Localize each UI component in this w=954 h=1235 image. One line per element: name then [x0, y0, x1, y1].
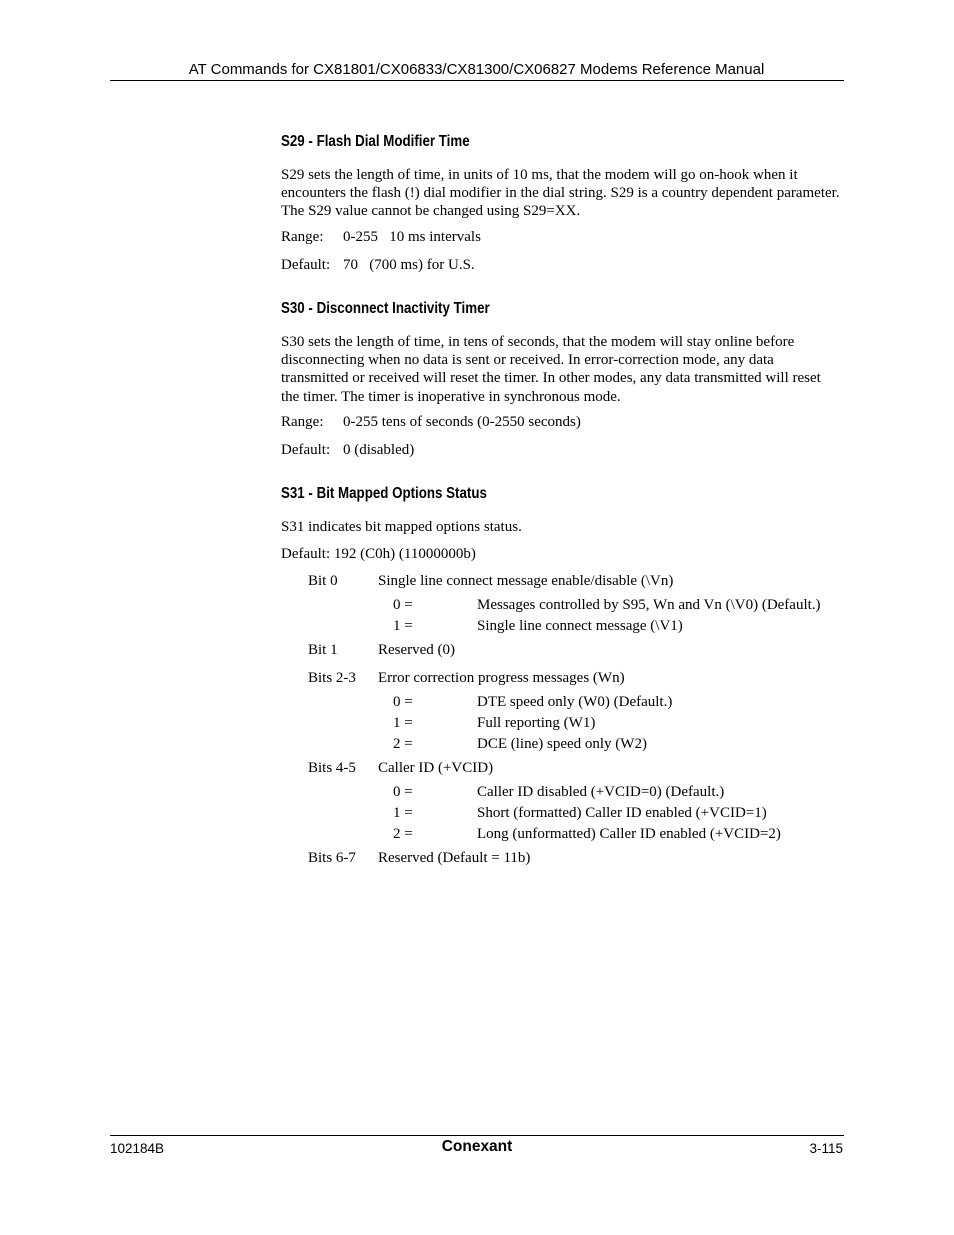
option-value: 0 = [393, 597, 413, 613]
option-value: 0 = [393, 784, 413, 800]
bit-description: Reserved (Default = 11b) [378, 850, 531, 866]
s30-range-label: Range: [281, 414, 324, 430]
bit-label: Bit 0 [308, 573, 338, 589]
option-description: Messages controlled by S95, Wn and Vn (\V0) (Default.) [477, 597, 821, 613]
option-value: 1 = [393, 805, 413, 821]
bit-label: Bit 1 [308, 642, 338, 658]
s30-default-label: Default: [281, 442, 331, 458]
document-number: 102184B [110, 1141, 165, 1156]
page-number: 3-115 [809, 1141, 843, 1156]
option-description: Single line connect message (\V1) [477, 618, 683, 634]
s29-default-label: Default: [281, 257, 331, 273]
option-description: Caller ID disabled (+VCID=0) (Default.) [477, 784, 725, 800]
option-description: Short (formatted) Caller ID enabled (+VCID=1) [477, 805, 767, 821]
bit-label: Bits 6-7 [308, 850, 356, 866]
s30-description: S30 sets the length of time, in tens of seconds, that the modem will stay online before disconnecting when no data is sent or received. In error-correction mode, any data transmitted or received will reset the timer. In other modes, any data transmitted will reset the timer. The timer is inoperative in synchronous mode. [281, 334, 821, 405]
s31-default-line: Default: 192 (C0h) (11000000b) [281, 546, 476, 562]
s30-default-value: 0 (disabled) [343, 442, 415, 458]
bit-description: Reserved (0) [378, 642, 456, 658]
option-description: DCE (line) speed only (W2) [477, 736, 647, 752]
option-value: 1 = [393, 618, 413, 634]
s29-range-label: Range: [281, 229, 324, 245]
option-value: 0 = [393, 694, 413, 710]
footer-rule [110, 1135, 844, 1136]
bit-description: Error correction progress messages (Wn) [378, 670, 625, 686]
option-value: 2 = [393, 736, 413, 752]
bit-label: Bits 2-3 [308, 670, 356, 686]
bit-label: Bits 4-5 [308, 760, 356, 776]
s29-range-value: 0-255 10 ms intervals [343, 229, 481, 245]
section-heading-s29: S29 - Flash Dial Modifier Time [281, 133, 470, 150]
header-rule [110, 80, 844, 81]
option-description: Long (unformatted) Caller ID enabled (+VCID=2) [477, 826, 781, 842]
section-heading-s31: S31 - Bit Mapped Options Status [281, 485, 487, 502]
s31-intro: S31 indicates bit mapped options status. [281, 519, 522, 535]
option-value: 1 = [393, 715, 413, 731]
option-description: DTE speed only (W0) (Default.) [477, 694, 673, 710]
bit-description: Caller ID (+VCID) [378, 760, 494, 776]
bit-description: Single line connect message enable/disable (\Vn) [378, 573, 674, 589]
s30-range-value: 0-255 tens of seconds (0-2550 seconds) [343, 414, 581, 430]
running-header: AT Commands for CX81801/CX06833/CX81300/CX06827 Modems Reference Manual [188, 61, 765, 78]
s29-default-value: 70 (700 ms) for U.S. [343, 257, 475, 273]
s29-description: S29 sets the length of time, in units of 10 ms, that the modem will go on-hook when it encounters the flash (!) dial modifier in the dial string. S29 is a country dependent parameter. The S29 value cannot be changed using S29=XX. [281, 167, 840, 220]
option-value: 2 = [393, 826, 413, 842]
option-description: Full reporting (W1) [477, 715, 596, 731]
company-name: Conexant [441, 1138, 513, 1155]
section-heading-s30: S30 - Disconnect Inactivity Timer [281, 300, 490, 317]
